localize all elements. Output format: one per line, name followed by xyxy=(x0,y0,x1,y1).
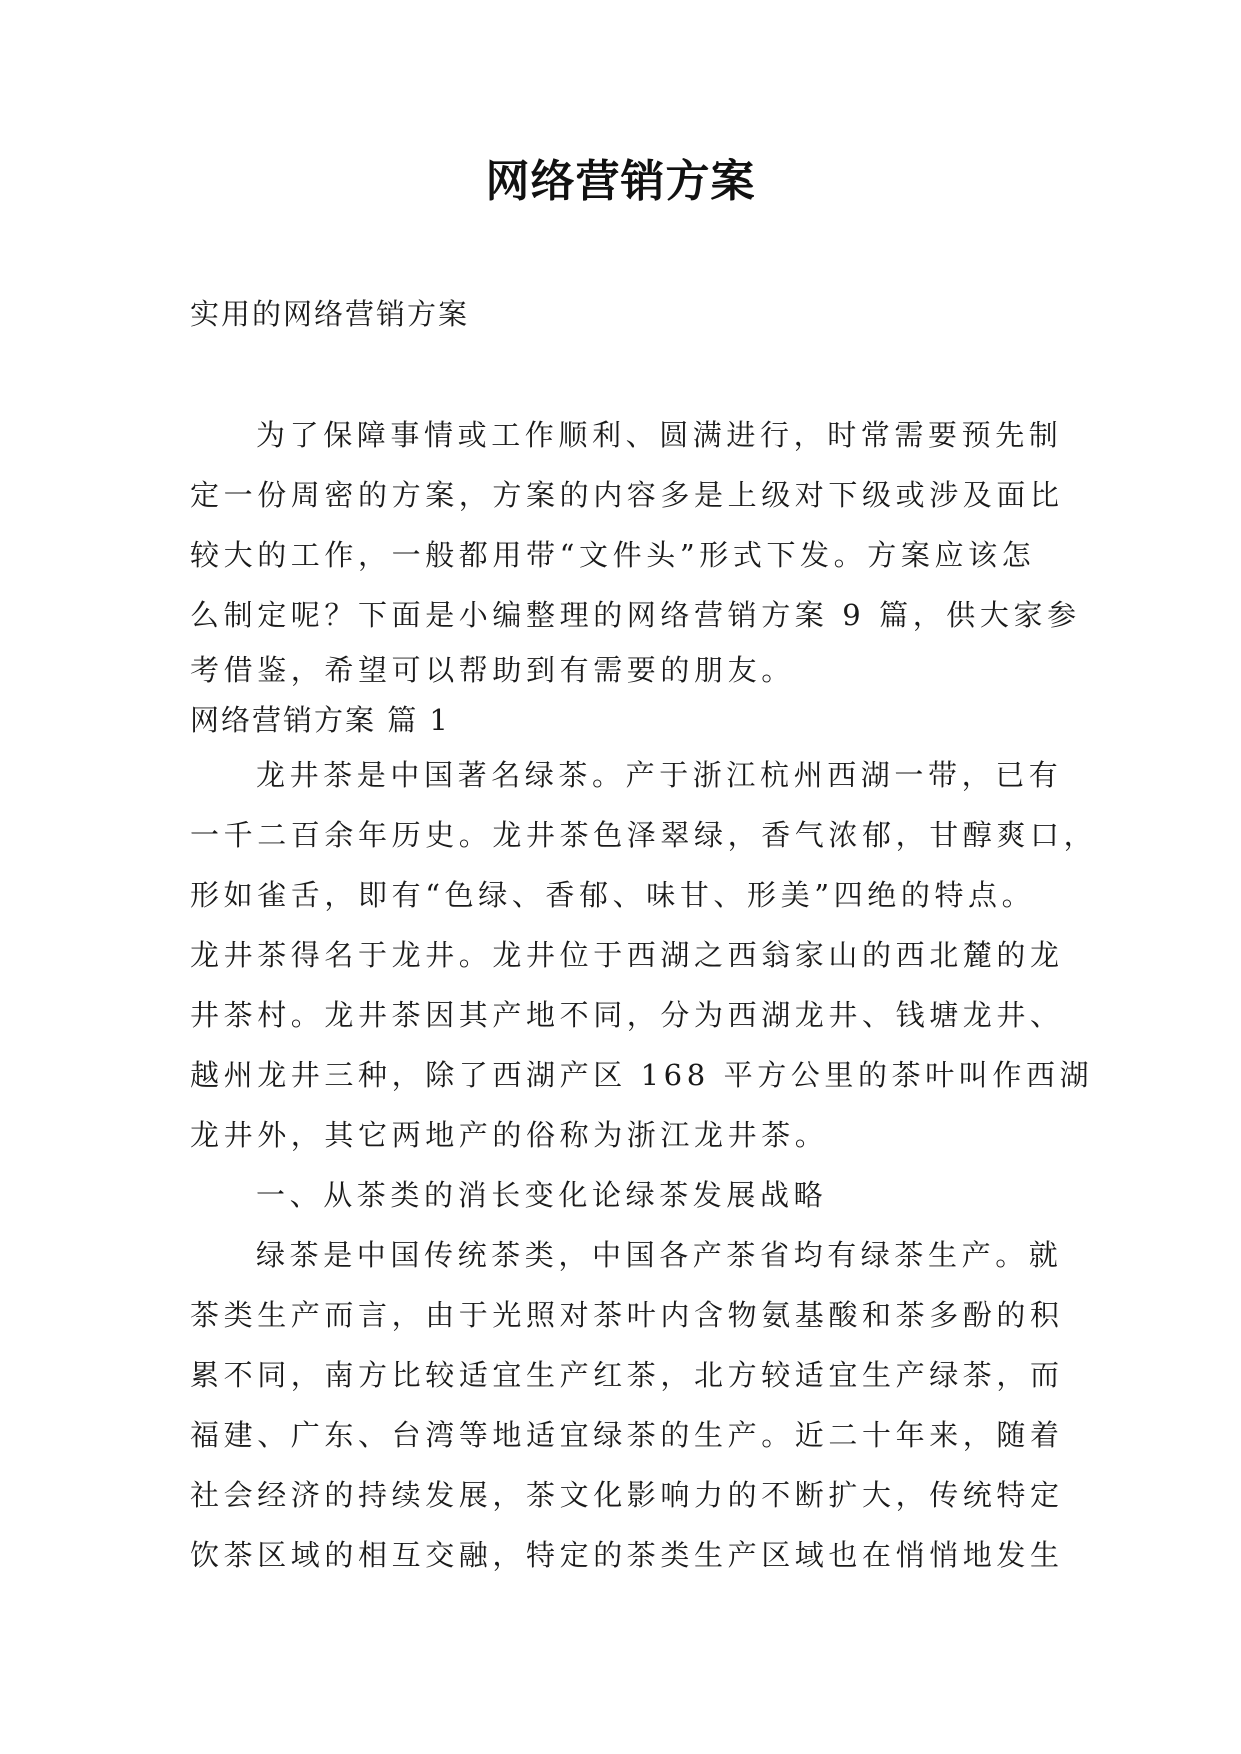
body-line: 考借鉴，希望可以帮助到有需要的朋友。 xyxy=(190,653,795,687)
body-line: 福建、广东、台湾等地适宜绿茶的生产。近二十年来，随着 xyxy=(190,1418,1064,1452)
body-line: 井茶村。龙井茶因其产地不同，分为西湖龙井、钱塘龙井、 xyxy=(190,998,1064,1032)
body-line: 龙井茶得名于龙井。龙井位于西湖之西翁家山的西北麓的龙 xyxy=(190,938,1064,972)
document-body xyxy=(190,405,1098,1585)
body-line: 形如雀舌，即有“色绿、香郁、味甘、形美”四绝的特点。 xyxy=(190,878,1036,912)
body-line: 较大的工作，一般都用带“文件头”形式下发。方案应该怎 xyxy=(190,538,1036,572)
body-line: 为了保障事情或工作顺利、圆满进行，时常需要预先制 xyxy=(256,418,1063,452)
body-line: 龙井外，其它两地产的俗称为浙江龙井茶。 xyxy=(190,1118,829,1152)
section-heading: 网络营销方案 篇 1 xyxy=(190,703,450,737)
body-line: 饮茶区域的相互交融，特定的茶类生产区域也在悄悄地发生 xyxy=(190,1538,1064,1572)
body-line: 茶类生产而言，由于光照对茶叶内含物氨基酸和茶多酚的积 xyxy=(190,1298,1064,1332)
document-subtitle: 实用的网络营销方案 xyxy=(190,297,470,331)
body-line: 定一份周密的方案，方案的内容多是上级对下级或涉及面比 xyxy=(190,478,1064,512)
body-line: 社会经济的持续发展，茶文化影响力的不断扩大，传统特定 xyxy=(190,1478,1064,1512)
body-line: 龙井茶是中国著名绿茶。产于浙江杭州西湖一带，已有 xyxy=(256,758,1063,792)
body-line: 越州龙井三种，除了西湖产区 168 平方公里的茶叶叫作西湖 xyxy=(190,1058,1094,1092)
body-line: 绿茶是中国传统茶类，中国各产茶省均有绿茶生产。就 xyxy=(256,1238,1063,1272)
body-line: 累不同，南方比较适宜生产红茶，北方较适宜生产绿茶，而 xyxy=(190,1358,1064,1392)
section-heading: 一、从茶类的消长变化论绿茶发展战略 xyxy=(256,1178,828,1212)
body-line: 一千二百余年历史。龙井茶色泽翠绿，香气浓郁，甘醇爽口， xyxy=(190,818,1098,852)
body-line: 么制定呢？下面是小编整理的网络营销方案 9 篇，供大家参 xyxy=(190,598,1081,632)
document-title: 网络营销方案 xyxy=(485,156,756,207)
